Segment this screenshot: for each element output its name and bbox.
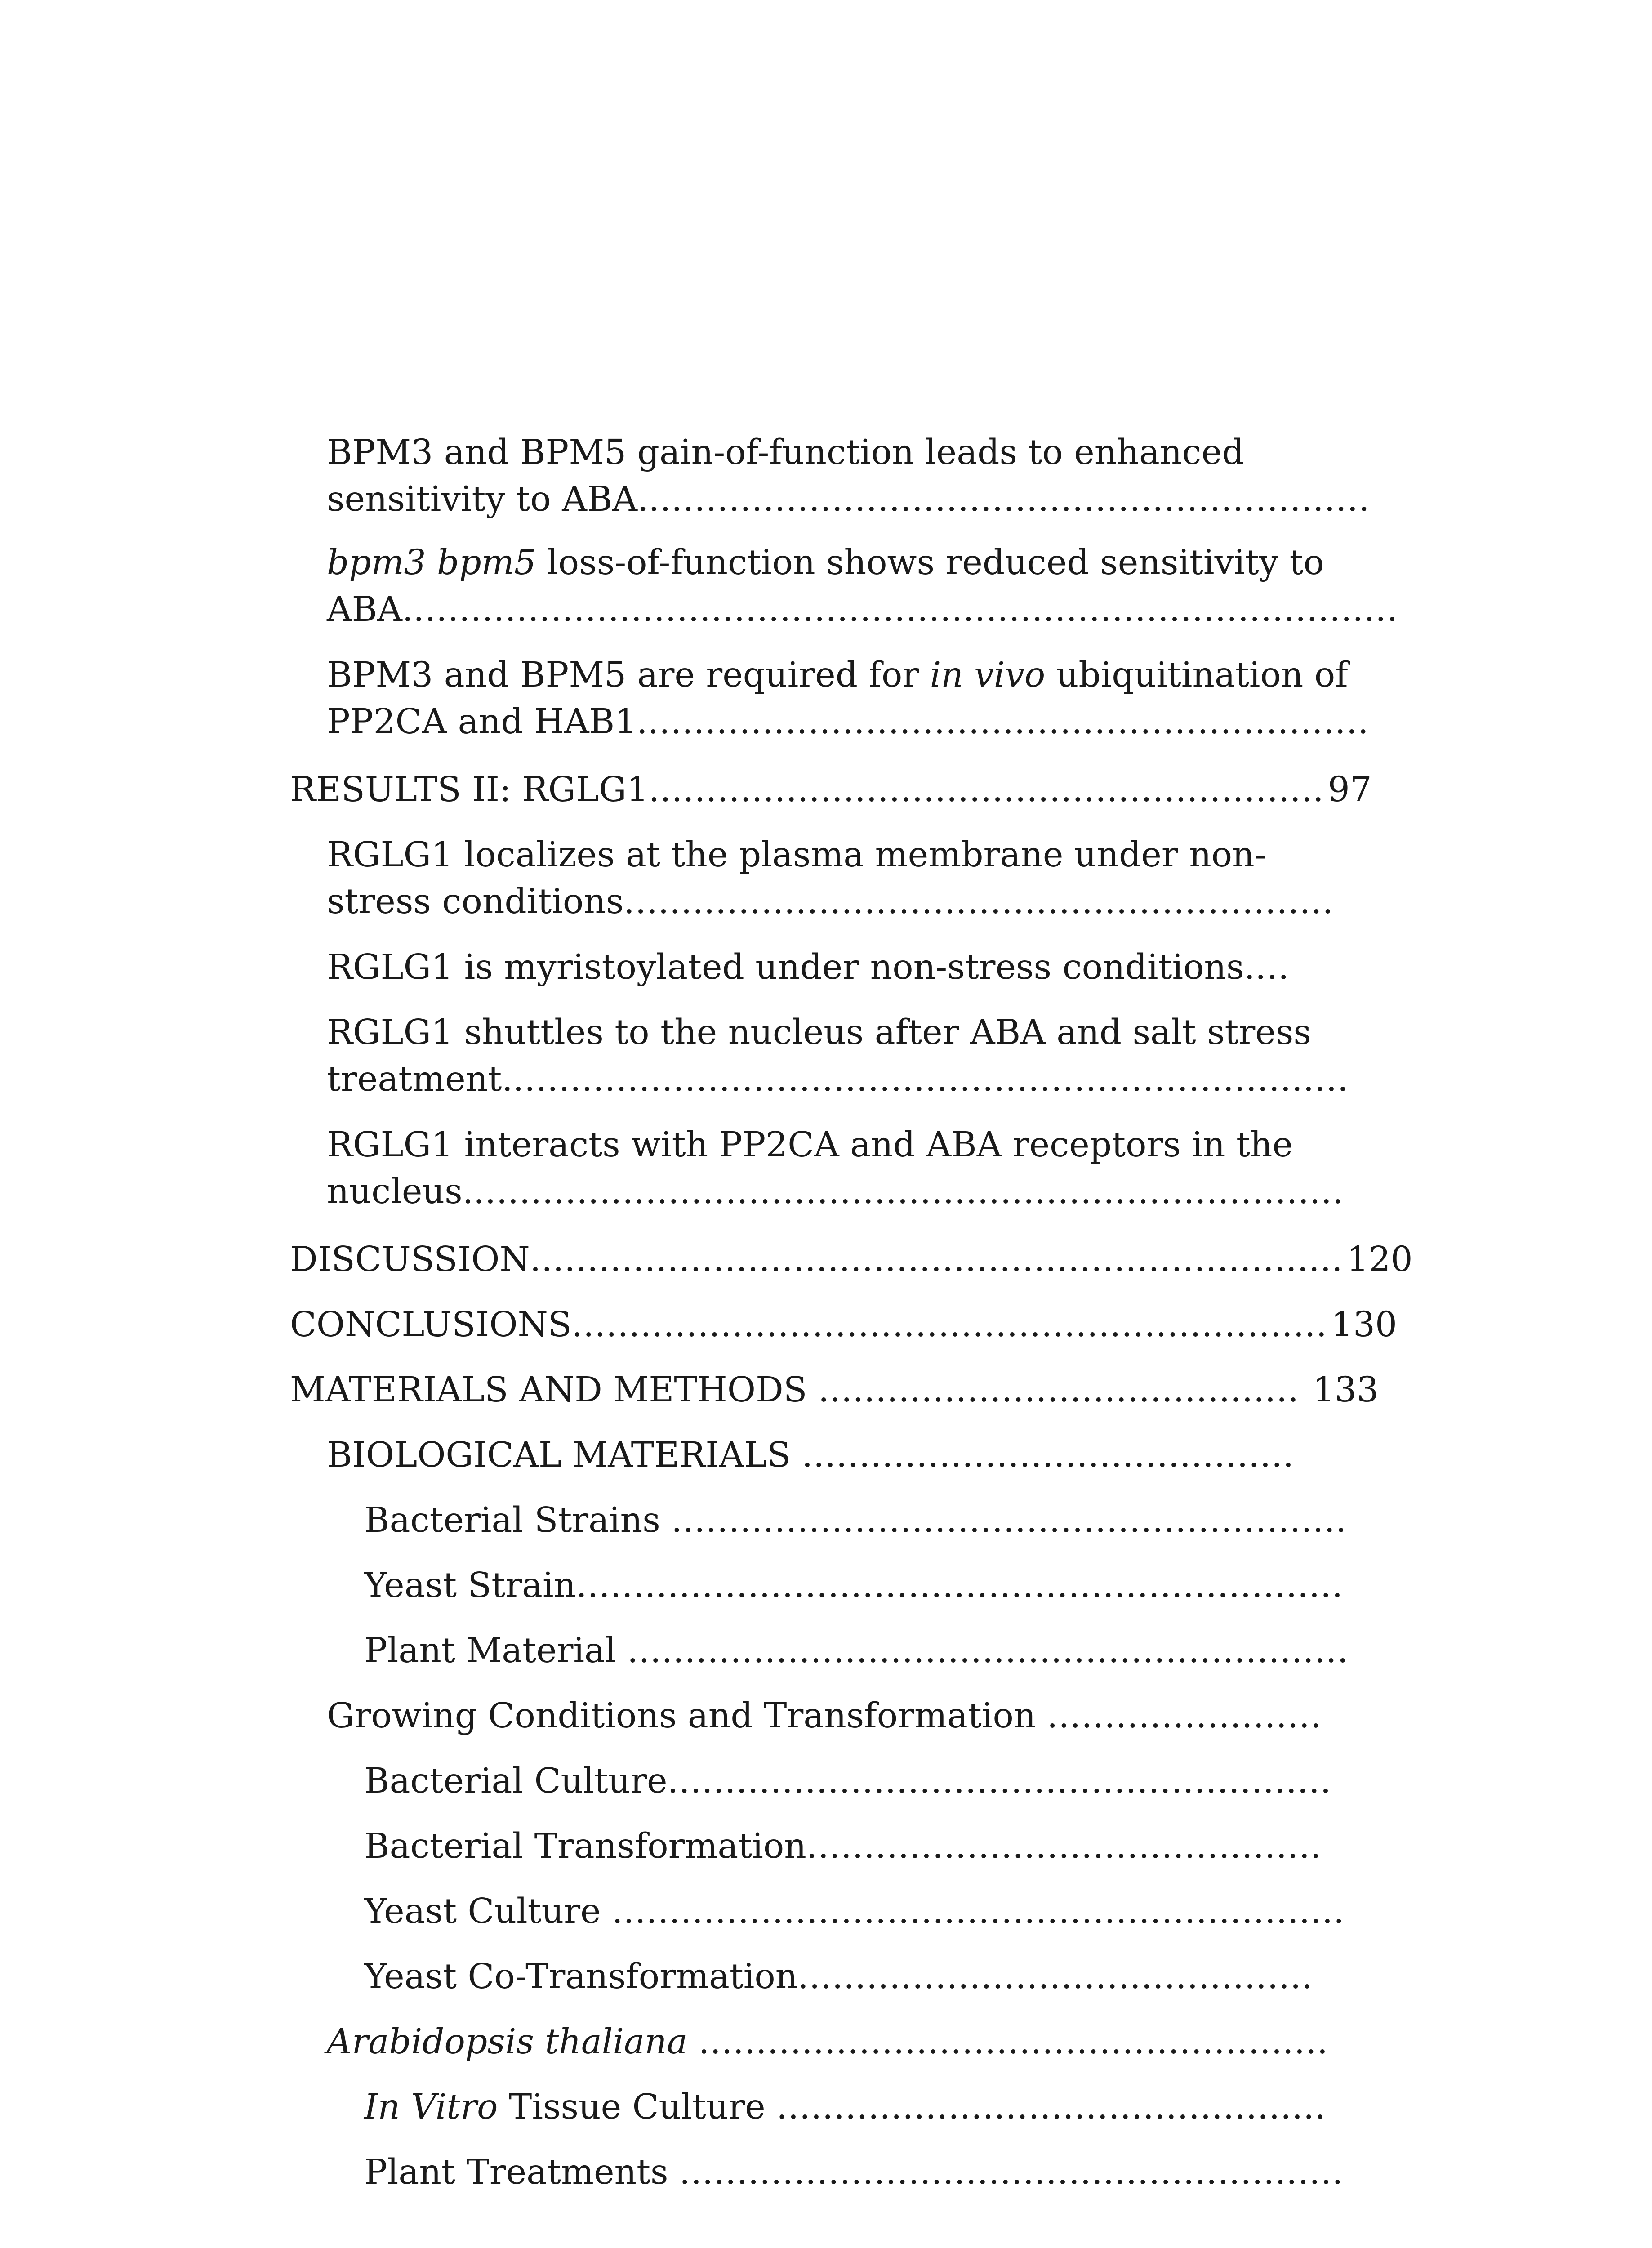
leader-dots: .............................................: [797, 1957, 1313, 1997]
toc-entry-text: Plant Material: [364, 1631, 616, 1671]
toc-entry-yeast-co-transformation[interactable]: [364, 1954, 1313, 2000]
toc-entry-plant-material[interactable]: [364, 1628, 1349, 1674]
toc-entry-bacterial-transformation[interactable]: [364, 1823, 1322, 1870]
toc-entry-text: Tissue Culture: [498, 2087, 766, 2127]
toc-entry-text: stress conditions: [327, 882, 624, 922]
leader-dots: .............................................: [806, 1826, 1322, 1866]
toc-entry-text: BPM3 and BPM5 are required for: [327, 655, 930, 695]
leader-dots: .........................................................................: [512, 1059, 1349, 1099]
toc-entry-text: RGLG1 shuttles to the nucleus after ABA and salt stress: [327, 1012, 1311, 1053]
toc-entry-rglg1-myristoylated[interactable]: [327, 944, 1289, 991]
toc-entry-text: Yeast Culture: [364, 1891, 601, 1931]
toc-entry-rglg1-interacts[interactable]: [327, 1122, 1344, 1215]
toc-entry-text: Yeast Strain: [364, 1566, 576, 1606]
leader-dots: ......................................................................................: [413, 589, 1398, 629]
leader-dots: ..............................................................: [623, 882, 1334, 922]
page-number: 130: [1331, 1305, 1397, 1345]
toc-entry-bacterial-strains[interactable]: [364, 1497, 1347, 1544]
toc-entry-rglg1-shuttles[interactable]: [327, 1009, 1349, 1103]
toc-entry-rglg1-localizes[interactable]: [327, 832, 1334, 925]
page-number: 120: [1346, 1240, 1413, 1280]
leader-dots: ................................................: [776, 2087, 1326, 2127]
toc-entry-text: Yeast Co-Transformation: [364, 1957, 798, 1997]
toc-entry-text: Growing Conditions and Transformation: [327, 1696, 1036, 1736]
toc-entry-yeast-culture[interactable]: [364, 1888, 1345, 1935]
leader-dots: ................................................................: [612, 1891, 1345, 1931]
toc-entry-text: treatment.: [327, 1059, 513, 1099]
toc-entry-results-ii[interactable]: [290, 767, 1372, 813]
leader-dots: .......................................................: [698, 2022, 1329, 2062]
toc-entry-text: ubiquitination of: [1045, 655, 1348, 695]
leader-dots: ...........................................................: [648, 770, 1324, 810]
toc-entry-italic-text: In Vitro: [364, 2087, 498, 2127]
toc-entry-arabidopsis-thaliana[interactable]: [327, 2019, 1328, 2065]
leader-dots: ...........................................: [802, 1435, 1295, 1475]
toc-entry-text: sensitivity to ABA.: [327, 479, 649, 519]
toc-entry-in-vitro-tissue-culture[interactable]: [364, 2084, 1326, 2131]
leader-dots: ..........................................................: [679, 2152, 1344, 2192]
toc-entry-text: Bacterial Transformation: [364, 1826, 806, 1866]
page-number: 133: [1313, 1370, 1379, 1410]
leader-dots: ...............................................................: [647, 702, 1369, 742]
leader-dots: ...............................................................: [648, 479, 1370, 519]
toc-entry-text: RGLG1 interacts with PP2CA and ABA receptors in the: [327, 1125, 1293, 1165]
toc-entry-italic-text: in vivo: [930, 655, 1046, 695]
toc-entry-text: Bacterial Strains: [364, 1500, 660, 1540]
toc-entry-conclusions[interactable]: [290, 1302, 1397, 1348]
toc-entry-text: RGLG1 is myristoylated under non-stress conditions.: [327, 947, 1256, 987]
toc-entry-bpm-gain-of-function[interactable]: [327, 429, 1370, 523]
toc-entry-text: Bacterial Culture: [364, 1761, 668, 1801]
toc-entry-text: loss-of-function shows reduced sensitivity to: [536, 543, 1324, 583]
toc-entry-text: ABA.: [327, 589, 414, 629]
toc-entry-yeast-strain[interactable]: [364, 1562, 1343, 1609]
leader-dots: .......................................................................: [530, 1240, 1343, 1280]
toc-entry-text: MATERIALS AND METHODS: [290, 1370, 807, 1410]
leader-dots: ...................................................................: [576, 1566, 1344, 1606]
toc-entry-bpm-ubiquitination[interactable]: [327, 652, 1369, 745]
toc-entry-bacterial-culture[interactable]: [364, 1758, 1331, 1805]
toc-entry-italic-text: bpm3 bpm5: [327, 543, 536, 583]
toc-entry-plant-treatments[interactable]: [364, 2149, 1344, 2196]
toc-entry-text: nucleus.: [327, 1172, 474, 1212]
leader-dots: ........................: [1046, 1696, 1322, 1736]
toc-entry-discussion[interactable]: [290, 1236, 1413, 1283]
leader-dots: ...........................................................: [671, 1500, 1347, 1540]
leader-dots: ..........................................: [818, 1370, 1300, 1410]
leader-dots: ............................................................................: [473, 1172, 1344, 1212]
toc-entry-text: CONCLUSIONS: [290, 1305, 572, 1345]
toc-entry-biological-materials[interactable]: [327, 1432, 1294, 1479]
toc-entry-text: DISCUSSION: [290, 1240, 530, 1280]
toc-entry-materials-and-methods[interactable]: [290, 1367, 1379, 1414]
toc-entry-bpm-loss-of-function[interactable]: [327, 540, 1398, 633]
leader-dots: ...: [1255, 947, 1290, 987]
leader-dots: ...............................................................: [627, 1631, 1349, 1671]
toc-entry-text: PP2CA and HAB1.: [327, 702, 648, 742]
leader-dots: ..........................................................: [667, 1761, 1332, 1801]
leader-dots: ..................................................................: [571, 1305, 1327, 1345]
page-number: 97: [1327, 770, 1372, 810]
toc-entry-text: BPM3 and BPM5 gain-of-function leads to enhanced: [327, 433, 1244, 473]
toc-entry-text: RGLG1 localizes at the plasma membrane under non-: [327, 835, 1266, 875]
toc-entry-growing-conditions[interactable]: [327, 1693, 1322, 1740]
toc-entry-italic-text: Arabidopsis thaliana: [327, 2022, 688, 2062]
toc-entry-text: Plant Treatments: [364, 2152, 668, 2192]
toc-entry-text: RESULTS II: RGLG1: [290, 770, 649, 810]
toc-entry-text: BIOLOGICAL MATERIALS: [327, 1435, 791, 1475]
